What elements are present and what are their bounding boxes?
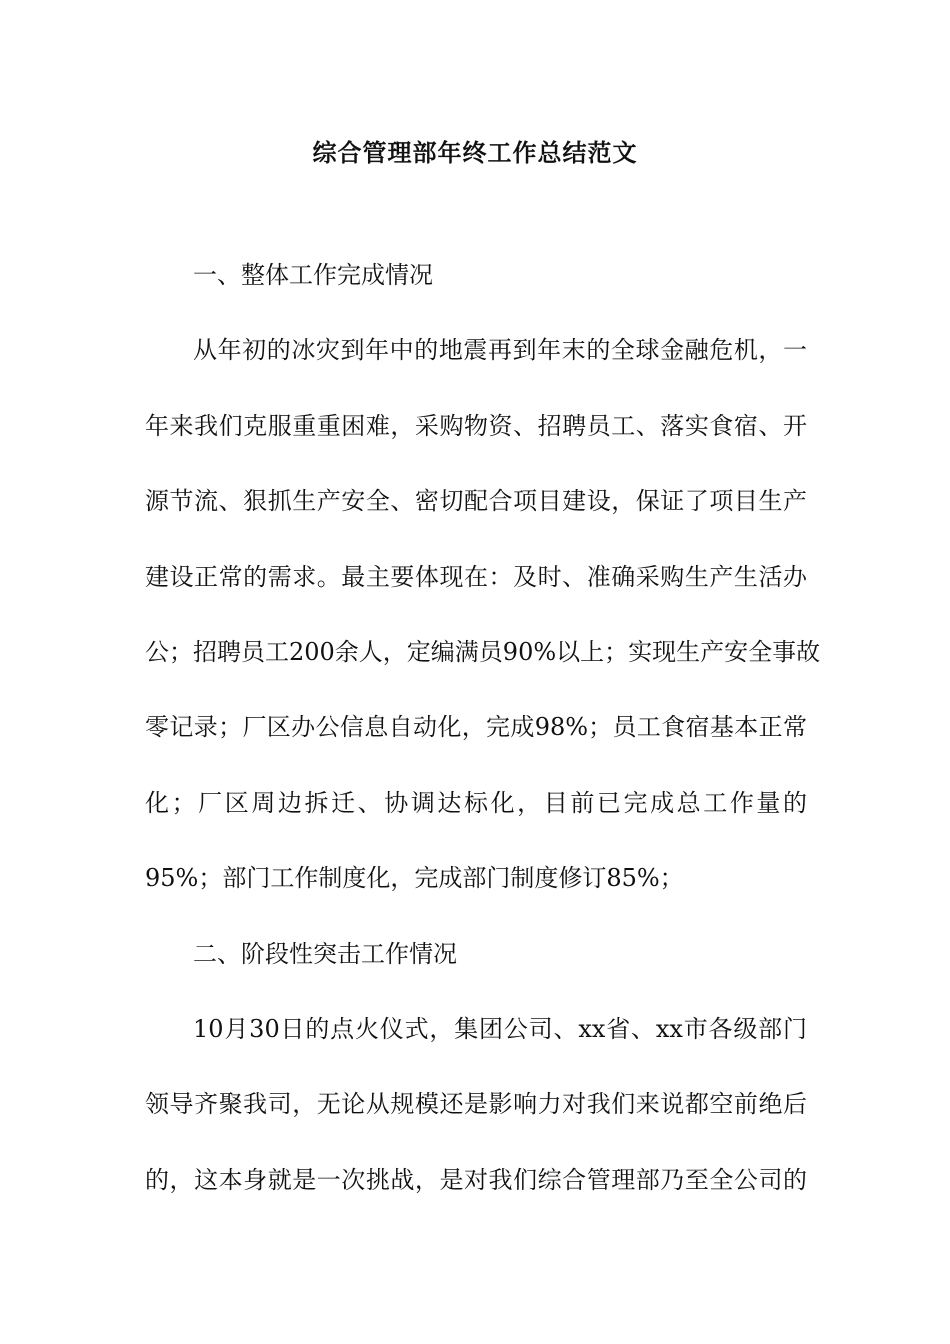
paragraph-line: 从年初的冰灾到年中的地震再到年末的全球金融危机，一 (193, 336, 807, 365)
paragraph-line: 零记录；厂区办公信息自动化，完成98%；员工食宿基本正常 (145, 713, 807, 742)
paragraph-line: 化；厂区周边拆迁、协调达标化，目前已完成总工作量的 (145, 788, 807, 817)
document-body (145, 257, 821, 1237)
section-heading-1: 一、整体工作完成情况 (193, 261, 433, 289)
paragraph-line: 建设正常的需求。最主要体现在：及时、准确采购生产生活办 (145, 562, 807, 591)
section-heading-2: 二、阶段性突击工作情况 (193, 939, 457, 968)
paragraph-line: 的，这本身就是一次挑战，是对我们综合管理部乃至全公司的 (145, 1165, 807, 1194)
paragraph-line: 领导齐聚我司，无论从规模还是影响力对我们来说都空前绝后 (145, 1090, 807, 1119)
document-title: 综合管理部年终工作总结范文 (312, 138, 638, 167)
paragraph-line: 公；招聘员工200余人，定编满员90%以上；实现生产安全事故 (145, 637, 821, 666)
paragraph-line: 95%；部门工作制度化，完成部门制度修订85%； (145, 864, 684, 893)
paragraph-line: 10月30日的点火仪式，集团公司、xx省、xx市各级部门 (193, 1014, 807, 1043)
paragraph-line: 年来我们克服重重困难，采购物资、招聘员工、落实食宿、开 (145, 411, 807, 440)
paragraph-line: 源节流、狠抓生产安全、密切配合项目建设，保证了项目生产 (145, 487, 807, 516)
